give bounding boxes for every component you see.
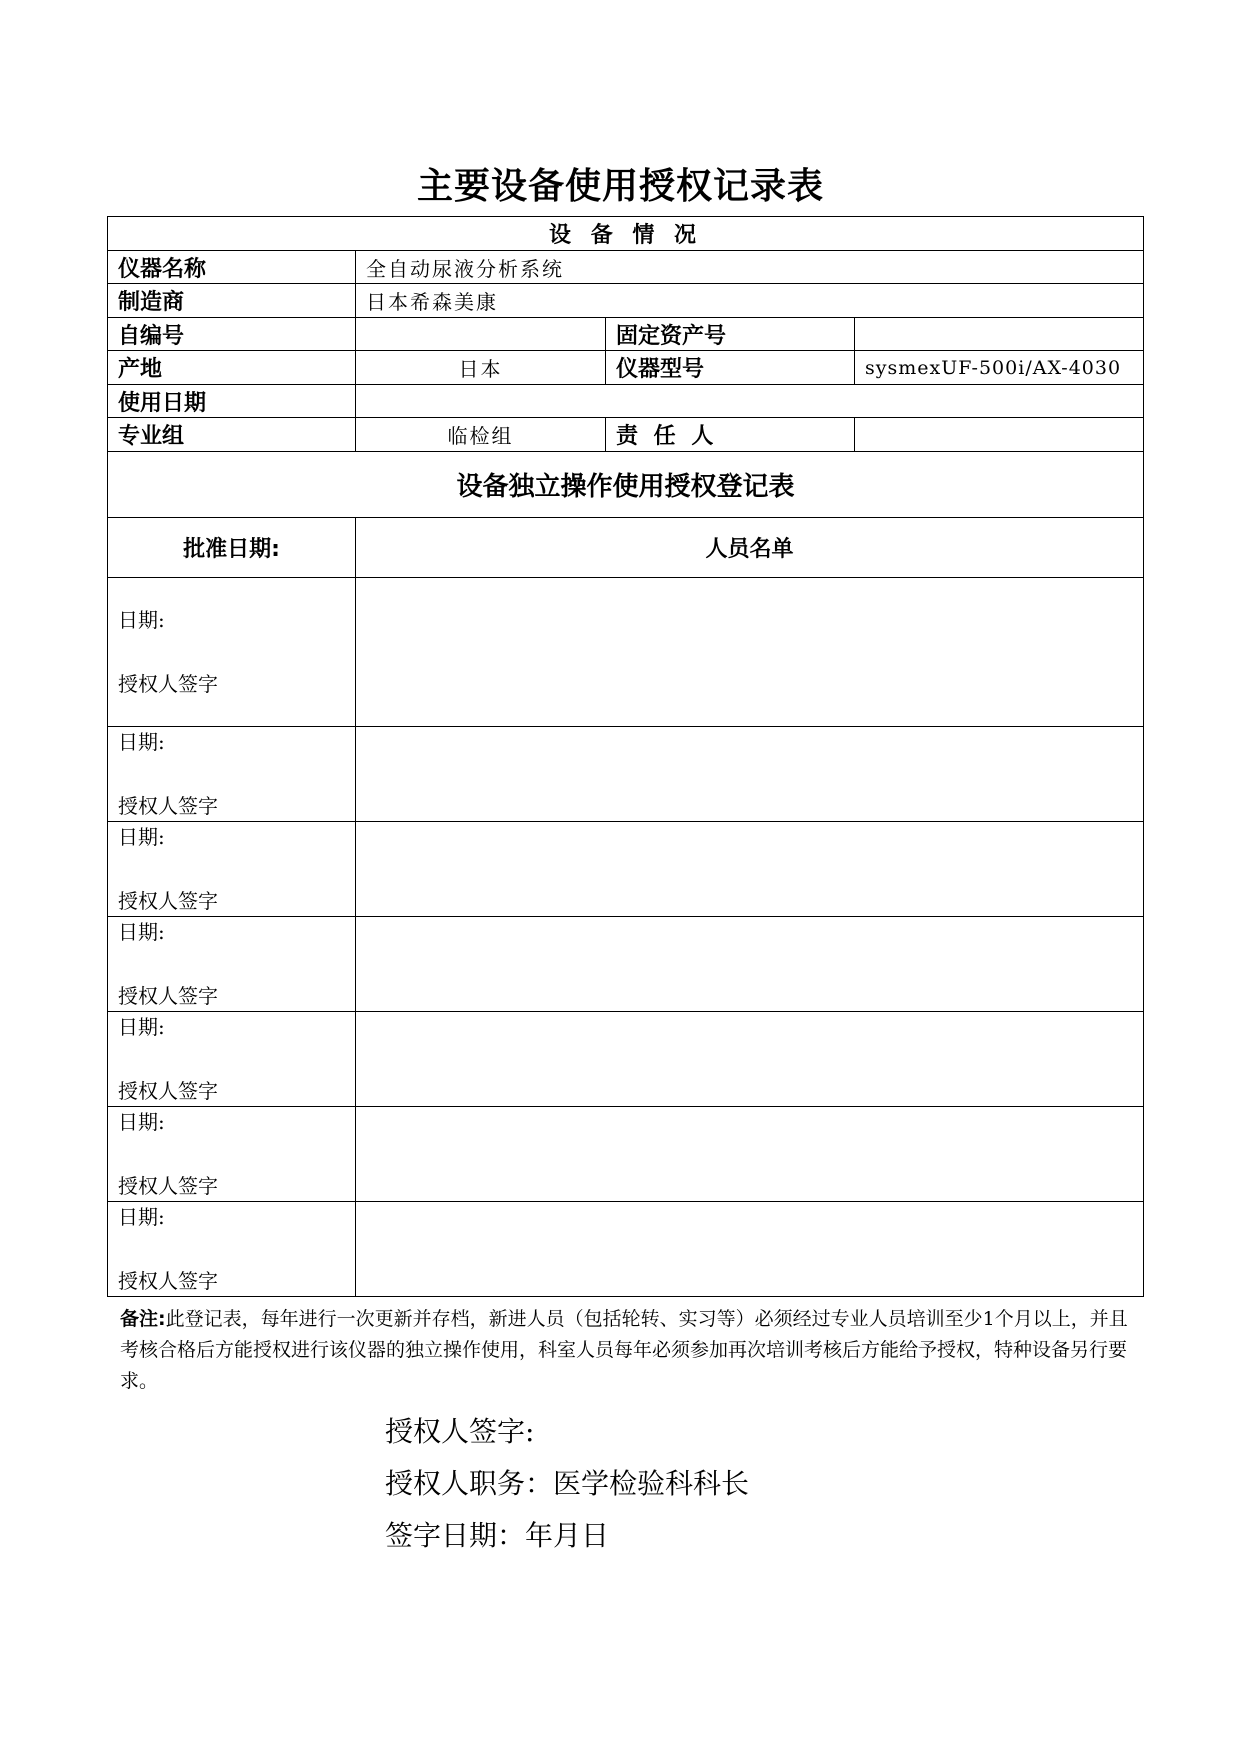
authorization-section-title-row xyxy=(108,452,1144,518)
entry-date-label: 日期: xyxy=(118,608,165,632)
authorization-entry-row xyxy=(108,578,1144,727)
authorization-entry-row xyxy=(108,727,1144,822)
authorization-entry-row xyxy=(108,917,1144,1012)
entry-date-label: 日期: xyxy=(118,920,165,944)
self-number-label: 自编号 xyxy=(108,318,356,351)
instrument-name-row xyxy=(108,251,1144,284)
group-row xyxy=(108,418,1144,452)
authorizer-position-line: 授权人职务：医学检验科科长 xyxy=(385,1467,750,1500)
entry-signer-label: 授权人签字 xyxy=(118,1174,218,1198)
equipment-section-header: 设 备 情 况 xyxy=(108,217,1144,251)
authorizer-signature-line: 授权人签字: xyxy=(385,1415,535,1448)
model-value: sysmexUF-500i/AX-4030 xyxy=(855,351,1144,385)
remarks-text: 此登记表，每年进行一次更新并存档，新进人员（包括轮转、实习等）必须经过专业人员培训至少1个月以上，并且考核合格后方能授权进行该仪器的独立操作使用，科室人员每年必须参加再次培训考核后方能给予授权，特种设备另行要求。 xyxy=(120,1308,1128,1392)
self-number-value xyxy=(356,318,606,351)
use-date-value xyxy=(356,385,1144,418)
entry-signer-label: 授权人签字 xyxy=(118,889,218,913)
entry-date-cell xyxy=(108,727,356,822)
entry-signer-label: 授权人签字 xyxy=(118,1269,218,1293)
entry-personnel-cell[interactable] xyxy=(356,727,1144,822)
use-date-label: 使用日期 xyxy=(108,385,356,418)
origin-label: 产地 xyxy=(108,351,356,385)
entry-personnel-cell[interactable] xyxy=(356,1012,1144,1107)
entry-date-label: 日期: xyxy=(118,825,165,849)
model-label: 仪器型号 xyxy=(606,351,855,385)
entry-date-label: 日期: xyxy=(118,730,165,754)
manufacturer-label: 制造商 xyxy=(108,284,356,318)
manufacturer-row xyxy=(108,284,1144,318)
manufacturer-value: 日本希森美康 xyxy=(356,284,1144,318)
origin-value: 日本 xyxy=(356,351,606,385)
origin-row xyxy=(108,351,1144,385)
signature-date-line: 签字日期：年月日 xyxy=(385,1519,610,1552)
entry-date-cell xyxy=(108,917,356,1012)
use-date-row xyxy=(108,385,1144,418)
remarks-note xyxy=(120,1304,1135,1397)
approval-date-header: 批准日期: xyxy=(108,518,356,578)
authorization-form-table xyxy=(107,216,1144,1297)
entry-personnel-cell[interactable] xyxy=(356,1202,1144,1297)
authorization-entry-row xyxy=(108,1012,1144,1107)
entry-date-cell xyxy=(108,822,356,917)
group-value: 临检组 xyxy=(356,418,606,452)
entry-date-label: 日期: xyxy=(118,1205,165,1229)
authorization-column-header-row xyxy=(108,518,1144,578)
asset-number-value xyxy=(855,318,1144,351)
entry-date-cell xyxy=(108,1012,356,1107)
instrument-name-value: 全自动尿液分析系统 xyxy=(356,251,1144,284)
personnel-header: 人员名单 xyxy=(356,518,1144,578)
authorization-entry-row xyxy=(108,1107,1144,1202)
entry-personnel-cell[interactable] xyxy=(356,822,1144,917)
page-title: 主要设备使用授权记录表 xyxy=(416,166,824,207)
remarks-label: 备注: xyxy=(120,1308,166,1330)
authorization-entry-row xyxy=(108,1202,1144,1297)
entry-personnel-cell[interactable] xyxy=(356,917,1144,1012)
entry-signer-label: 授权人签字 xyxy=(118,1079,218,1103)
responsible-label: 责 任 人 xyxy=(606,418,855,452)
responsible-value xyxy=(855,418,1144,452)
entry-signer-label: 授权人签字 xyxy=(118,984,218,1008)
entry-personnel-cell[interactable] xyxy=(356,1107,1144,1202)
group-label: 专业组 xyxy=(108,418,356,452)
entry-date-cell xyxy=(108,1107,356,1202)
authorization-section-title: 设备独立操作使用授权登记表 xyxy=(108,452,1144,518)
entry-date-cell xyxy=(108,1202,356,1297)
entry-signer-label: 授权人签字 xyxy=(118,672,218,696)
entry-personnel-cell[interactable] xyxy=(356,578,1144,727)
entry-date-label: 日期: xyxy=(118,1110,165,1134)
instrument-name-label: 仪器名称 xyxy=(108,251,356,284)
equipment-section-header-row xyxy=(108,217,1144,251)
asset-number-label: 固定资产号 xyxy=(606,318,855,351)
entry-signer-label: 授权人签字 xyxy=(118,794,218,818)
entry-date-label: 日期: xyxy=(118,1015,165,1039)
entry-date-cell xyxy=(108,578,356,727)
self-number-row xyxy=(108,318,1144,351)
authorization-entry-row xyxy=(108,822,1144,917)
